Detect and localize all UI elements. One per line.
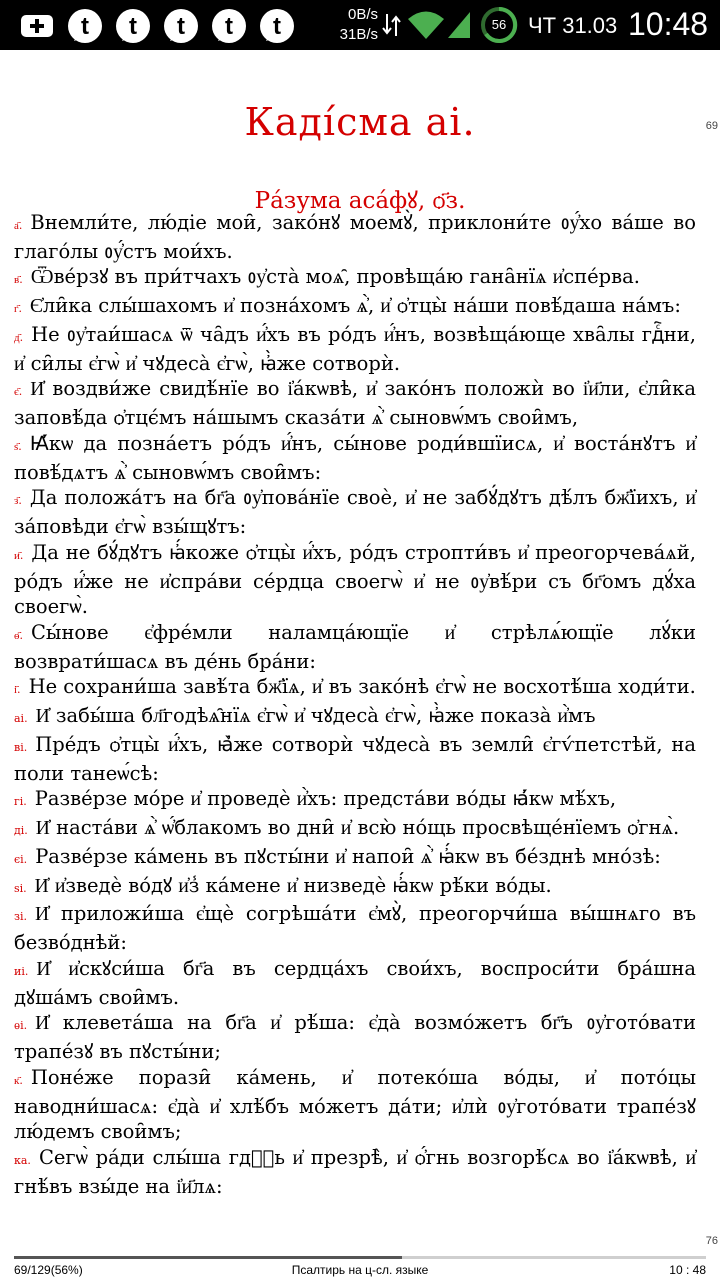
verse-number: ѕ҃. — [14, 439, 22, 453]
verse — [14, 431, 696, 485]
progress-label: 69/129(56%) — [14, 1263, 83, 1277]
verse-text: Да не бꙋ́дꙋтъ ꙗ҆́коже ѻ҆тцы̀ и҆́хъ, ро́дъ стропти́въ и҆ преогорчева́ѧй, ро́дъ и҆́же не и҆спра́ви се́рдца своегѡ̀ и҆ не ᲂу҆вѣ́ри съ бг҃омъ дꙋ́ха своегѡ̀. — [14, 540, 696, 619]
verse-text: Да положа́тъ на бг҃а ᲂу҆пова́нїе своѐ, и҆ не забꙋ́дꙋтъ дѣ́лъ бж҃їихъ, и҆ за́повѣди є҆гѡ̀ взы́щꙋтъ: — [14, 486, 696, 539]
t-icon — [114, 7, 152, 45]
verse-number: ѳі. — [14, 1019, 28, 1033]
verse-number: є҃. — [14, 385, 23, 399]
psalm-title: Ра́зума аса́фꙋ, ѻ҃з. — [254, 188, 466, 214]
data-transfer-icon — [382, 12, 402, 43]
verse-text: Є҆ли̑ка слы́шахомъ и҆ позна́хомъ ѧ҆̀, и҆ ѻ҆тцы̀ на́ши повѣ́даша на́мъ: — [30, 294, 681, 318]
verse-text: И҆ и҆зведѐ во́дꙋ и҆з̾ ка́мене и҆ низведѐ ꙗ҆́кѡ рѣ́ки во́ды. — [34, 873, 552, 897]
verse — [14, 264, 696, 293]
verse — [14, 956, 696, 1010]
verse-number: і҃. — [14, 683, 21, 697]
verse — [14, 844, 696, 873]
verse-number: в҃. — [14, 273, 23, 287]
verse-text: Ꙗ҆́кѡ да позна́етъ ро́дъ и҆́нъ, сы́нове роди́вшїисѧ, и҆ воста́нꙋтъ и҆ повѣ́дѧтъ ѧ҆̀ сыновѡ́мъ свои̑мъ: — [14, 431, 696, 484]
verse-text: И҆ приложи́ша є҆щѐ согрѣша́ти є҆мꙋ̀, преогорчи́ша вы́шнѧго въ безво́днѣй: — [14, 902, 696, 955]
svg-text:t: t — [273, 13, 281, 40]
verse-text: Не ᲂу҆таи́шасѧ ѿ ча̑дъ и҆́хъ въ ро́дъ и҆́нъ, возвѣща́юще хва̑лы гдⷭ҇ни, и҆ си̑лы є҆гѡ̀ и҆ чꙋдеса̀ є҆гѡ̀, ꙗ҆̀же сотворѝ. — [14, 322, 696, 375]
verse-number: ѳ҃. — [14, 629, 23, 643]
verse — [14, 786, 696, 815]
status-time: 10:48 — [628, 6, 709, 42]
verse — [14, 1145, 696, 1199]
psalm-text — [14, 210, 696, 1199]
verse-number: ді. — [14, 824, 28, 838]
verse-text: Сегѡ̀ ра́ди слы́ша гдⷭ҇ь и҆ презрѣ̀, и҆ ѻ҆́гнь возгорѣ́сѧ во і҆а́кѡвѣ, и҆ гнѣ́въ взы́де на і҆и҃лѧ: — [14, 1145, 696, 1198]
verse-number: єі. — [14, 852, 28, 866]
verse — [14, 703, 696, 732]
kathisma-title: Каді́сма аі. — [244, 100, 476, 144]
verse-number: иі. — [14, 964, 29, 978]
t-icon — [66, 7, 104, 45]
verse-number: зі. — [14, 910, 28, 924]
verse-text: Пре́дъ ѻ҆тцы̀ и҆́хъ, ꙗ҆̀же сотворѝ чꙋдеса̀ въ земли̑ є҆гѵ́петстѣй, на поли танеѡ́сѣ: — [14, 732, 696, 785]
verse — [14, 376, 696, 430]
verse — [14, 732, 696, 786]
verse — [14, 540, 696, 620]
status-date: ЧТ 31.03 — [528, 13, 618, 38]
verse — [14, 210, 696, 264]
battery-level: 56 — [491, 17, 507, 32]
verse — [14, 815, 696, 844]
verse-number: ка. — [14, 1153, 31, 1167]
page-number-top: 69 — [705, 120, 718, 132]
verse-text: Внемли́те, лю́діе мои̑, зако́нꙋ моемꙋ̀, приклони́те ᲂу҆́хо ва́ше во глаго́лы ᲂу҆́стъ мои́хъ. — [14, 211, 696, 263]
reading-progress-fill — [14, 1256, 402, 1259]
footer-clock: 10 : 48 — [669, 1263, 706, 1277]
verse-text: Поне́же порази̑ ка́мень, и҆ потеко́ша во́ды, и҆ пото́цы наводни́шасѧ: є҆да̀ и҆ хлѣ́бъ мо́жетъ да́ти; и҆лѝ ᲂу҆гото́вати трапе́зꙋ лю́демъ свои̑мъ; — [14, 1065, 696, 1144]
verse — [14, 901, 696, 955]
verse-text: Ѿве́рзꙋ въ при́тчахъ ᲂу҆ста̀ моѧ̑, провѣща́ю гана̑нїѧ и҆спе́рва. — [30, 265, 640, 289]
verse-text: И҆ воздви́же свидѣ́нїе во і҆а́кѡвѣ, и҆ зако́нъ положѝ во і҆и҃ли, є҆ли̑ка заповѣ́да ѻ҆тцє́мъ на́шымъ сказа́ти ѧ҆̀ сыновѡ́мъ свои̑мъ, — [14, 377, 696, 430]
verse — [14, 873, 696, 902]
verse — [14, 1010, 696, 1064]
wifi-icon — [406, 10, 446, 45]
page-number-bottom: 76 — [705, 1235, 718, 1247]
verse-text: Разве́рзе ка́мень въ пꙋсты́ни и҆ напои̑ ѧ҆̀ ꙗ҆́кѡ въ бе́зднѣ мно́зѣ: — [35, 844, 661, 868]
verse-number: а҃. — [14, 219, 23, 232]
verse — [14, 322, 696, 376]
t-icon — [258, 7, 296, 45]
net-up-value: 31B/s — [339, 26, 378, 43]
plus-icon — [18, 7, 56, 45]
t-icon — [210, 7, 248, 45]
verse — [14, 674, 696, 703]
signal-icon — [446, 10, 472, 45]
reader-page[interactable] — [0, 50, 720, 1256]
verse-text: И҆ и҆скꙋси́ша бг҃а въ сердца́хъ свои́хъ, воспроси́ти бра́шна дꙋша́мъ свои̑мъ. — [14, 956, 696, 1009]
svg-text:t: t — [129, 13, 137, 40]
t-icon — [162, 7, 200, 45]
verse — [14, 485, 696, 539]
verse-text: И҆ наста́ви ѧ҆̀ ѡ҆́блакомъ во дни̑ и҆ всю̀ но́щь просвѣще́нїемъ ѻ҆гнѧ̀. — [35, 816, 680, 840]
verse-text: И҆ клевета́ша на бг҃а и҆ рѣ́ша: є҆да̀ возмо́жетъ бг҃ъ ᲂу҆гото́вати трапе́зꙋ въ пꙋсты́ни; — [14, 1011, 696, 1064]
verse-number: и҃. — [14, 548, 24, 562]
verse-number: гі. — [14, 795, 27, 809]
verse-text: Не сохрани́ша завѣ́та бж҃їѧ, и҆ въ зако́нѣ є҆гѡ̀ не восхотѣ́ша ходи́ти. — [28, 675, 696, 699]
verse-number: к҃. — [14, 1073, 23, 1087]
svg-text:t: t — [177, 13, 185, 40]
verse-number: г҃. — [14, 302, 23, 316]
net-down-value: 0B/s — [347, 6, 378, 23]
verse-number: ѕі. — [14, 881, 27, 895]
reading-progress-bar[interactable] — [14, 1256, 706, 1259]
verse-number: д҃. — [14, 330, 24, 344]
battery-icon — [480, 6, 518, 44]
verse — [14, 620, 696, 674]
verse-text: И҆ забы́ша бл҃годѣѧ̑нїѧ є҆гѡ̀ и҆ чꙋдеса̀ є҆гѡ̀, ꙗ҆̀же показа̀ и҆̀мъ — [35, 704, 596, 728]
svg-text:t: t — [225, 13, 233, 40]
reader-footer — [0, 1256, 720, 1280]
verse-number: аі. — [14, 712, 28, 726]
verse-number: з҃. — [14, 494, 22, 508]
verse-number: ві. — [14, 740, 28, 754]
status-bar — [0, 0, 720, 50]
verse-text: Сы́нове є҆фре́мли наламцáющїе и҆ стрѣлѧ́ющїе лꙋ́ки возврати́шасѧ въ де́нь бра́ни: — [14, 621, 696, 673]
book-title: Псалтирь на ц-сл. языке — [291, 1263, 429, 1277]
network-speed — [322, 5, 378, 45]
verse — [14, 1065, 696, 1145]
verse-text: Разве́рзе мо́ре и҆ проведѐ и҆̀хъ: предста́ви во́ды ꙗ҆́кѡ мѣ́хъ, — [34, 787, 617, 811]
svg-text:t: t — [81, 13, 89, 40]
verse — [14, 293, 696, 322]
